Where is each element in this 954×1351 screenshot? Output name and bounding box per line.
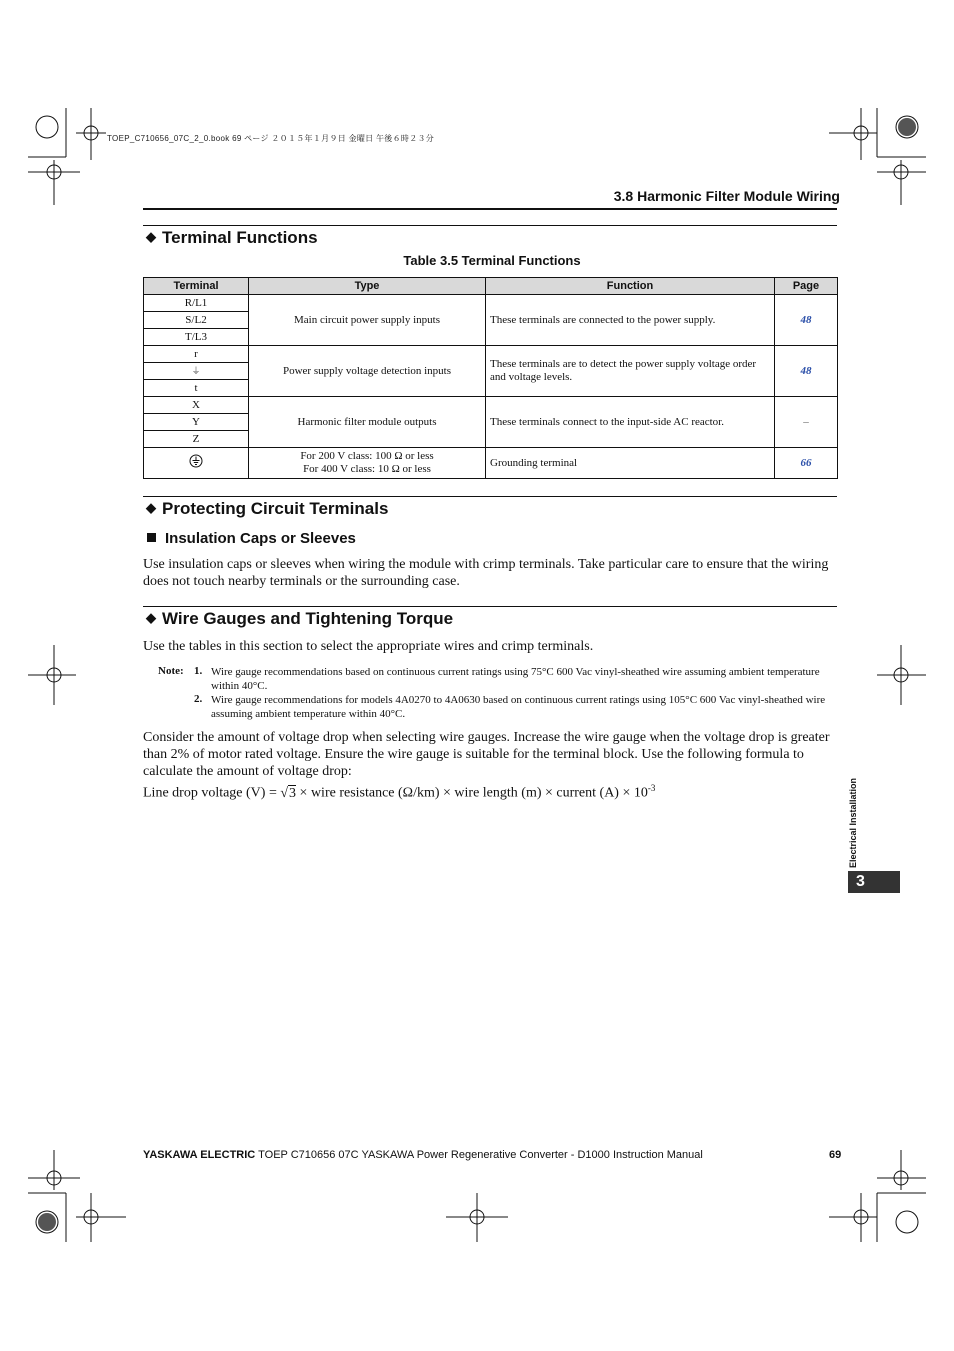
type-line: For 200 V class: 100 Ω or less	[300, 450, 434, 462]
subheading-insulation: Insulation Caps or Sleeves	[147, 530, 356, 547]
function-cell: Grounding terminal	[486, 448, 775, 479]
footer-brand: YASKAWA ELECTRIC	[143, 1149, 256, 1161]
page-number: 69	[829, 1149, 842, 1161]
section-rule	[143, 496, 837, 497]
terminal-cell: X	[144, 397, 249, 414]
note-number: 2.	[194, 693, 203, 705]
type-cell: Main circuit power supply inputs	[249, 295, 486, 346]
terminal-cell: Z	[144, 431, 249, 448]
section-rule	[143, 606, 837, 607]
terminal-cell: r	[144, 346, 249, 363]
section-rule	[143, 225, 837, 226]
sqrt-symbol: √3	[280, 785, 297, 801]
terminal-cell: Y	[144, 414, 249, 431]
page-link[interactable]: 66	[775, 448, 838, 479]
footer-text: YASKAWA ELECTRIC TOEP C710656 07C YASKAWA Power Regenerative Converter - D1000 Instruction Manual	[143, 1149, 703, 1161]
note-label: Note:	[158, 665, 184, 677]
header-function: Function	[486, 278, 775, 295]
type-cell: Power supply voltage detection inputs	[249, 346, 486, 397]
note-number: 1.	[194, 665, 203, 677]
terminal-cell: S/L2	[144, 312, 249, 329]
running-head: 3.8 Harmonic Filter Module Wiring	[613, 188, 840, 204]
type-cell: Harmonic filter module outputs	[249, 397, 486, 448]
paragraph-use-tables: Use the tables in this section to select the appropriate wires and crimp terminals.	[143, 639, 594, 654]
terminal-cell: R/L1	[144, 295, 249, 312]
type-line: For 400 V class: 10 Ω or less	[303, 463, 431, 475]
table-row	[144, 346, 838, 363]
side-tab-label: Electrical Installation	[848, 777, 858, 868]
section-heading-terminal-functions: ◆ Terminal Functions	[146, 228, 318, 247]
table-row	[144, 397, 838, 414]
terminal-cell: T/L3	[144, 329, 249, 346]
terminal-functions-table	[143, 277, 838, 479]
table-header-row	[144, 278, 838, 295]
section-heading-protecting: ◆ Protecting Circuit Terminals	[146, 499, 389, 518]
terminal-cell: ⏚	[144, 363, 249, 380]
paragraph-insulation: Use insulation caps or sleeves when wiring the module with crimp terminals. Take particular care to ensure that the wiring does not touch nearby terminals or the surrounding case.	[143, 557, 829, 589]
header-terminal: Terminal	[144, 278, 249, 295]
diamond-icon: ◆	[146, 500, 156, 515]
table-caption: Table 3.5 Terminal Functions	[403, 253, 581, 268]
header-type: Type	[249, 278, 486, 295]
paragraph-voltage-drop: Consider the amount of voltage drop when selecting wire gauges. Increase the wire gauge when the voltage drop is greater than 2% of motor rated voltage. Ensure the wire gauge is suitable for the terminal block. Use the following formula to calculate the amount of voltage drop:	[143, 730, 830, 779]
page-cell: –	[775, 397, 838, 448]
function-cell: These terminals connect to the input-side AC reactor.	[486, 397, 775, 448]
ground-icon	[189, 454, 203, 468]
book-info-line: TOEP_C710656_07C_2_0.book 69 ページ ２０１５年１月９日 金曜日 午後６時２３分	[107, 134, 435, 143]
note-text: Wire gauge recommendations for models 4A0270 to 4A0630 based on continuous current ratings using 105°C 600 Vac vinyl-sheathed wire assuming ambient temperature within 40°C.	[211, 694, 826, 720]
square-bullet-icon	[147, 533, 156, 542]
formula-line: Line drop voltage (V) = √3 × wire resistance (Ω/km) × wire length (m) × current $(A) \times 10^{-3}$	[143, 783, 656, 801]
type-cell	[249, 448, 486, 479]
chapter-tab: 3	[848, 871, 900, 893]
diamond-icon: ◆	[146, 610, 156, 625]
page-link[interactable]: 48	[775, 295, 838, 346]
terminal-cell: t	[144, 380, 249, 397]
header-page: Page	[775, 278, 838, 295]
diamond-icon: ◆	[146, 229, 156, 244]
table-row	[144, 295, 838, 312]
note-text: Wire gauge recommendations based on continuous current ratings using 75°C 600 Vac vinyl-sheathed wire assuming ambient temperature within 40°C.	[211, 666, 820, 692]
table-row	[144, 448, 838, 479]
page-link[interactable]: 48	[775, 346, 838, 397]
function-cell: These terminals are to detect the power supply voltage order and voltage levels.	[486, 346, 775, 397]
header-rule	[143, 208, 837, 210]
function-cell: These terminals are connected to the power supply.	[486, 295, 775, 346]
terminal-cell	[144, 448, 249, 479]
section-heading-wire-gauges: ◆ Wire Gauges and Tightening Torque	[146, 609, 454, 628]
